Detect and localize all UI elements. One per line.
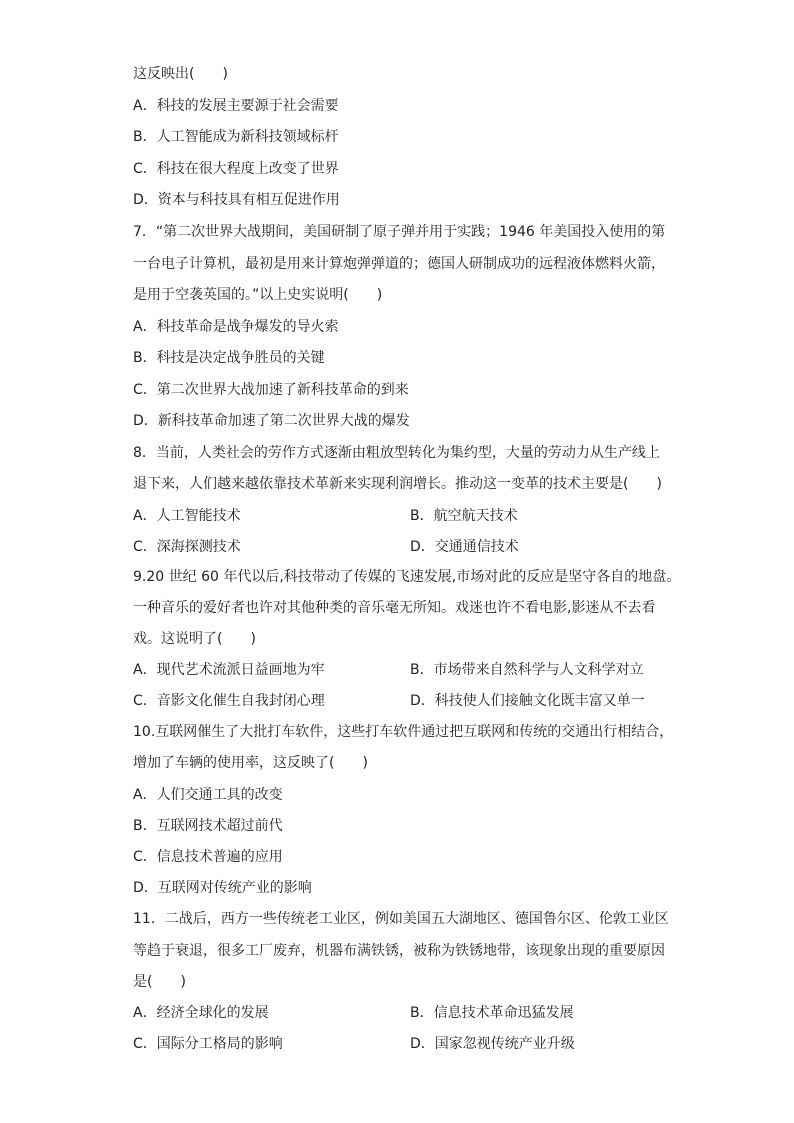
option-9a: A．现代艺术流派日益画地为牢: [133, 662, 325, 678]
option-10c: C．信息技术普遍的应用: [133, 849, 283, 865]
question-9-line-2: 一种音乐的爱好者也许对其他种类的音乐毫无所知。戏迷也许不看电影,影迷从不去看: [133, 600, 656, 616]
option-6d: D．资本与科技具有相互促进作用: [133, 192, 340, 208]
options-9-row-2: [133, 691, 645, 711]
option-7c: C．第二次世界大战加速了新科技革命的到来: [133, 382, 409, 398]
option-8a: A．人工智能技术: [133, 508, 241, 524]
option-11c: C．国际分工格局的影响: [133, 1036, 283, 1052]
options-9-row-1: [133, 660, 644, 680]
option-11a: A．经济全球化的发展: [133, 1005, 269, 1021]
question-11-line-2: 等趋于衰退，很多工厂废弃，机器布满铁锈，被称为铁锈地带，该现象出现的重要原因: [133, 943, 665, 959]
option-7b: B．科技是决定战争胜员的关键: [133, 350, 325, 366]
question-6-stem-end: 这反映出( ): [133, 66, 228, 82]
options-11-row-2: [133, 1034, 575, 1054]
question-8-line-2: 退下来，人们越来越依靠技术革新来实现利润增长。推动这一变革的技术主要是( ): [133, 476, 662, 492]
option-8d: D．交通通信技术: [410, 539, 519, 555]
option-9b: B．市场带来自然科学与人文科学对立: [410, 662, 644, 678]
option-10a: A．人们交通工具的改变: [133, 787, 283, 803]
option-8c: C．深海探测技术: [133, 539, 241, 555]
option-7a: A．科技革命是战争爆发的导火索: [133, 319, 339, 335]
option-10b: B．互联网技术超过前代: [133, 818, 283, 834]
option-6a: A．科技的发展主要源于社会需要: [133, 98, 339, 114]
question-10-line-2: 增加了车辆的使用率，这反映了( ): [133, 755, 368, 771]
option-10d: D．互联网对传统产业的影响: [133, 880, 312, 896]
question-7-line-2: 一台电子计算机，最初是用来计算炮弹弹道的；德国人研制成功的远程液体燃料火箭，: [133, 256, 665, 272]
option-9d: D．科技使人们接触文化既丰富又单一: [410, 693, 645, 709]
option-8b: B．航空航天技术: [410, 508, 518, 524]
question-9-line-1: 9.20 世纪 60 年代以后,科技带动了传媒的飞速发展,市场对此的反应是坚守各自的地盘。: [133, 569, 681, 585]
question-10-line-1: 10.互联网催生了大批打车软件，这些打车软件通过把互联网和传统的交通出行相结合，: [133, 724, 674, 740]
question-8-line-1: 8．当前，人类社会的劳作方式逐渐由粗放型转化为集约型，大量的劳动力从生产线上: [133, 445, 660, 461]
option-6c: C．科技在很大程度上改变了世界: [133, 161, 339, 177]
option-7d: D．新科技革命加速了第二次世界大战的爆发: [133, 413, 410, 429]
options-8-row-1: [133, 506, 518, 526]
options-8-row-2: [133, 537, 519, 557]
question-9-line-3: 戏。这说明了( ): [133, 631, 256, 647]
option-9c: C．音影文化催生自我封闭心理: [133, 693, 325, 709]
option-11d: D．国家忽视传统产业升级: [410, 1036, 575, 1052]
option-6b: B．人工智能成为新科技领域标杆: [133, 129, 339, 145]
question-11-line-3: 是( ): [133, 974, 186, 990]
question-7-line-3: 是用于空袭英国的。”以上史实说明( ): [133, 287, 383, 303]
question-11-line-1: 11．二战后，西方一些传统老工业区，例如美国五大湖地区、德国鲁尔区、伦敦工业区: [133, 911, 669, 927]
option-11b: B．信息技术革命迅猛发展: [410, 1005, 574, 1021]
question-7-line-1: 7．“第二次世界大战期间，美国研制了原子弹并用于实践；1946 年美国投入使用的第: [133, 224, 666, 240]
options-11-row-1: [133, 1003, 574, 1023]
